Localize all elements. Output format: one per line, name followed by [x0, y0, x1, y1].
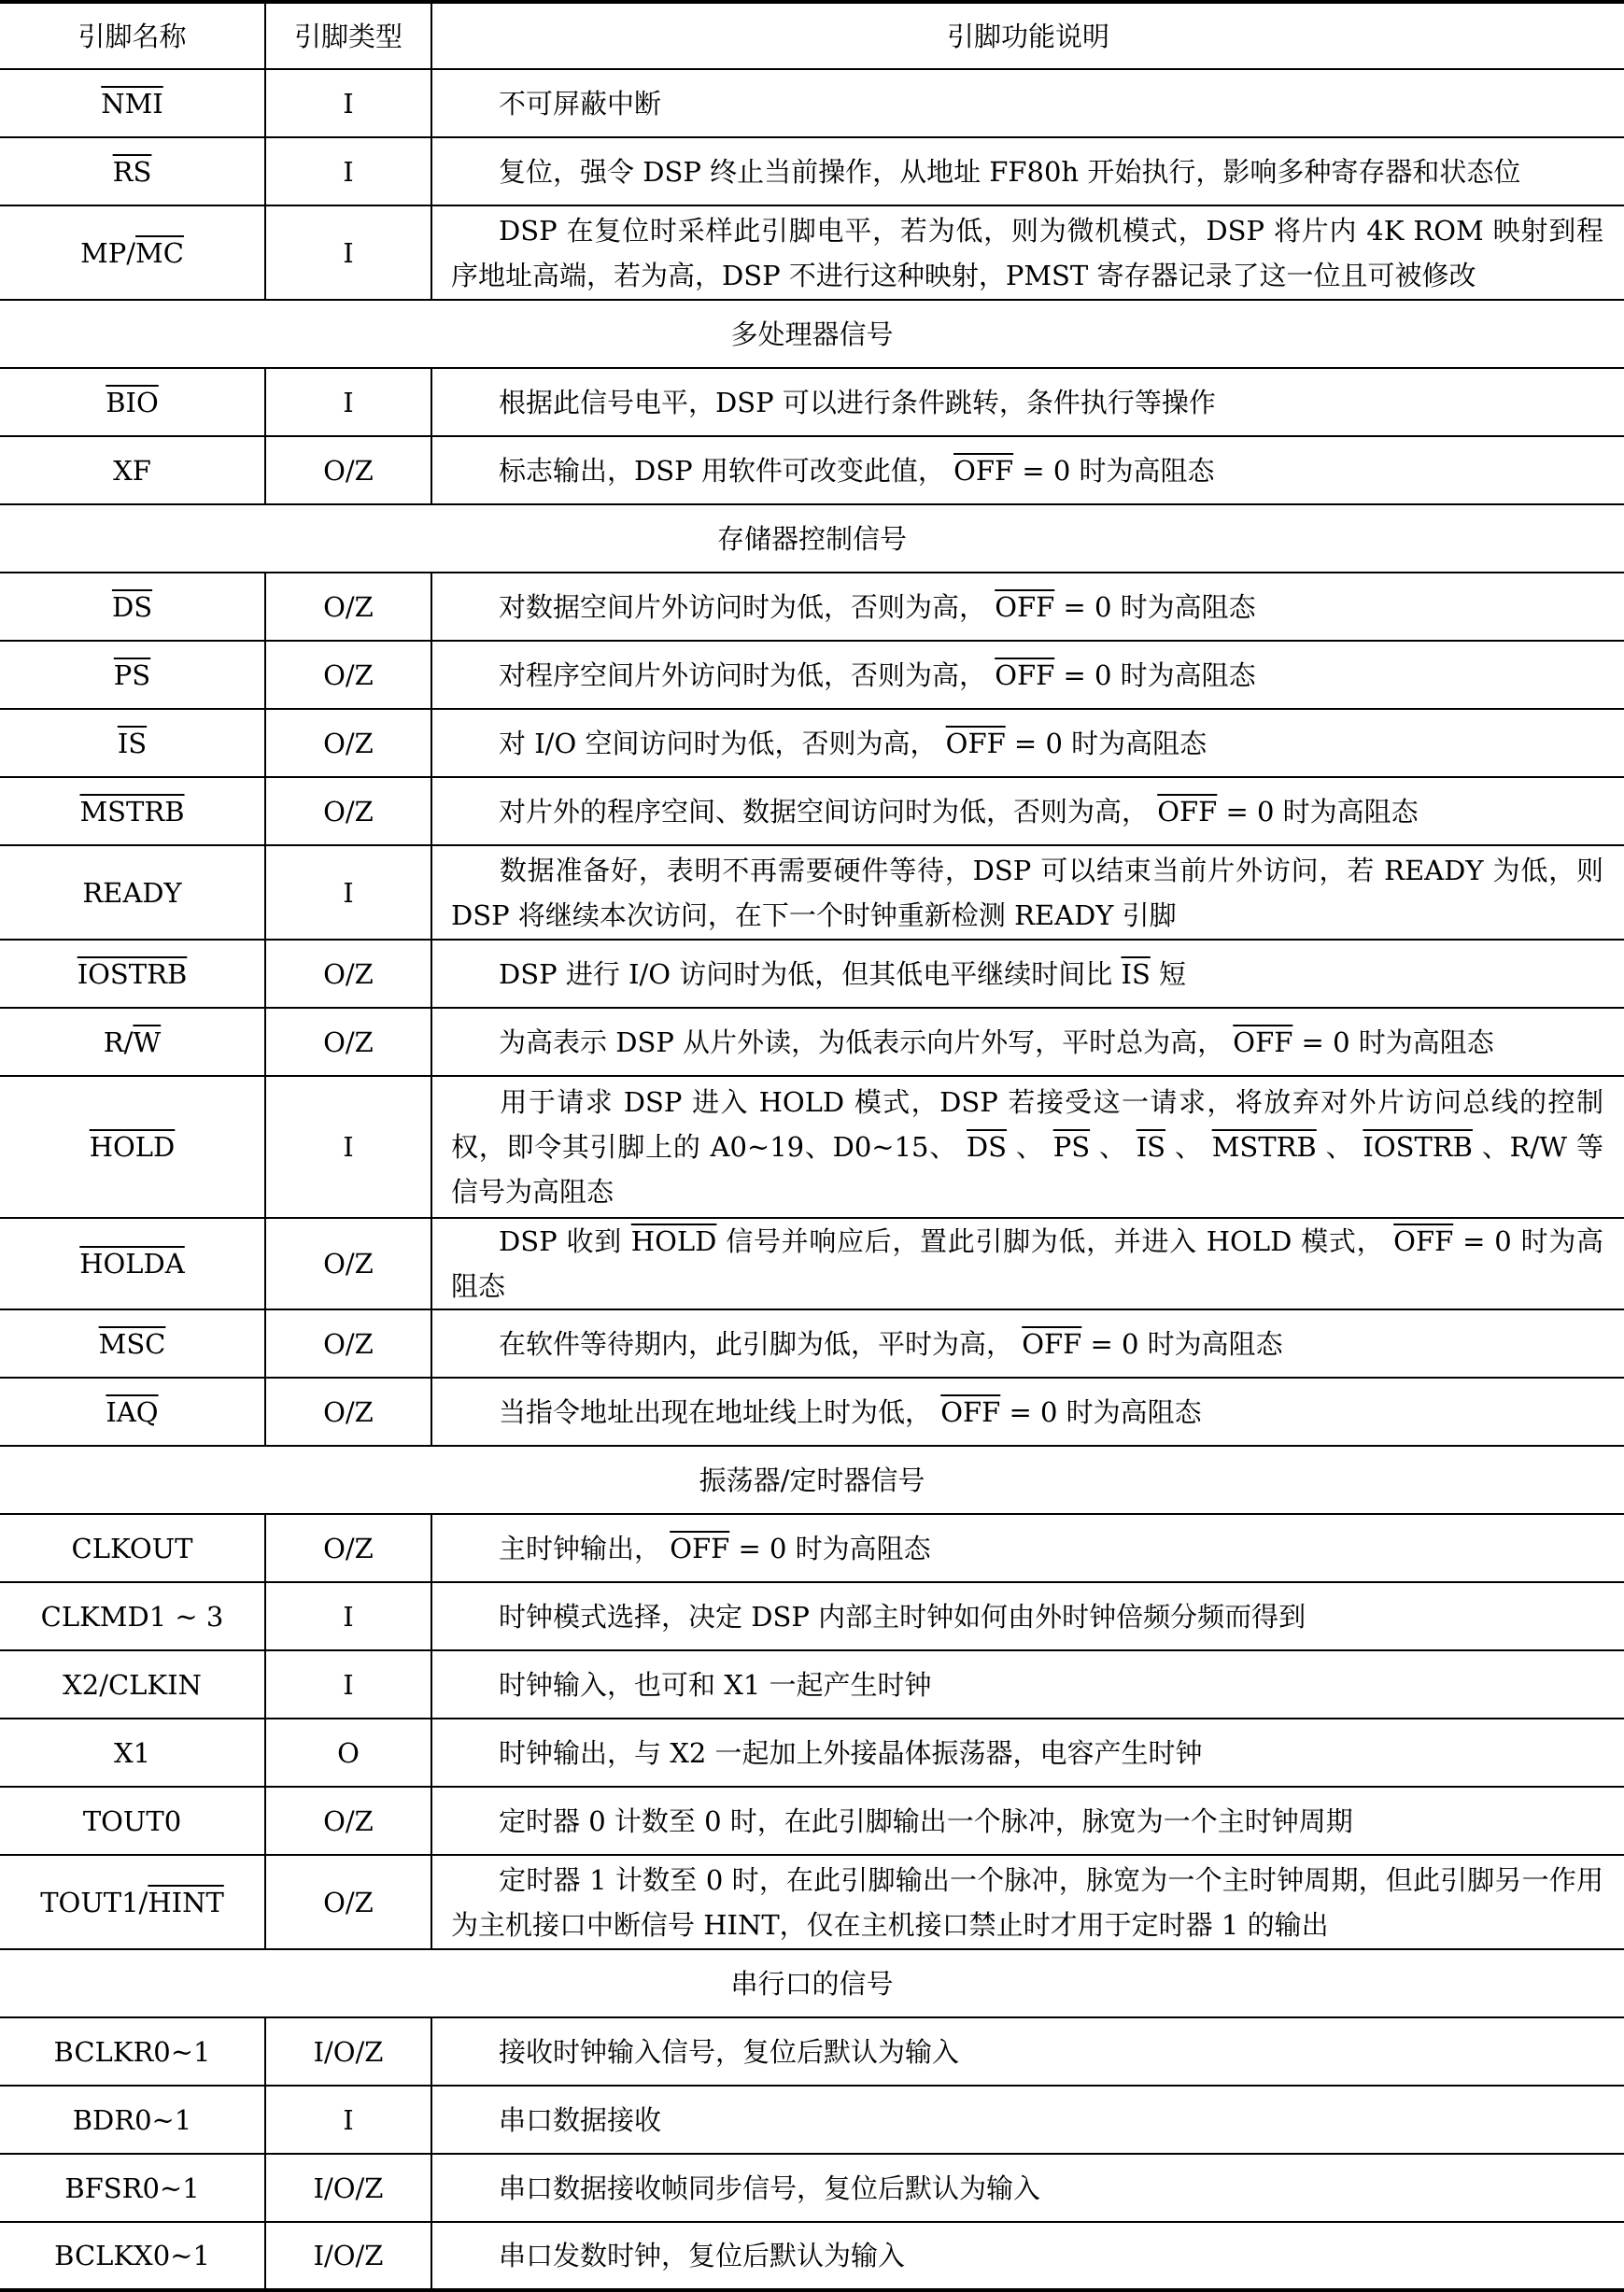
table-row: [0, 641, 1624, 709]
pin-description: 串口数据接收: [431, 2086, 1624, 2154]
pin-type: O/Z: [265, 1218, 431, 1309]
pin-description: DSP 在复位时采样此引脚电平，若为低，则为微机模式，DSP 将片内 4K ROM 映射到程序地址高端，若为高，DSP 不进行这种映射，PMST 寄存器记录了这一位且可被修改: [431, 205, 1624, 300]
pin-name: [0, 940, 265, 1008]
pin-description: 时钟输入，也可和 X1 一起产生时钟: [431, 1650, 1624, 1719]
pin-description: 当指令地址出现在地址线上时为低， $\overline{OFF} = 0$ 时为高阻态: [431, 1378, 1624, 1446]
pin-name-text: $\overline{NMI}$: [101, 87, 163, 120]
pin-description: 数据准备好，表明不再需要硬件等待，DSP 可以结束当前片外访问，若 READY 为低，则 DSP 将继续本次访问，在下一个时钟重新检测 READY 引脚: [431, 845, 1624, 940]
pin-name-text: $\overline{IAQ}$: [106, 1395, 159, 1428]
pin-type: O/Z: [265, 641, 431, 709]
pin-name-text: CLKMD1 ~ 3: [40, 1600, 224, 1633]
table-row: [0, 1309, 1624, 1378]
table-row: [0, 2017, 1624, 2086]
pin-description: DSP 进行 I/O 访问时为低，但其低电平继续时间比 $\overline{IS}$ 短: [431, 940, 1624, 1008]
section-header-row: [0, 300, 1624, 368]
pin-name-text: $\overline{BIO}$: [106, 386, 159, 418]
pin-description: DSP 收到 HOLD 信号并响应后，置此引脚为低，并进入 HOLD 模式， $\overline{OFF} = 0$ 时为高阻态: [431, 1218, 1624, 1309]
pin-name-text: BDR0~1: [72, 2103, 192, 2136]
pin-type: O/Z: [265, 1855, 431, 1949]
pin-type: I: [265, 2086, 431, 2154]
pin-type: I/O/Z: [265, 2154, 431, 2222]
pin-name-text: TOUT0: [82, 1804, 182, 1837]
overline-signal: $\overline{OFF}$: [953, 454, 1014, 487]
pin-name: [0, 1218, 265, 1309]
pin-name-text: BCLKR0~1: [53, 2035, 211, 2068]
header-pin-type: 引脚类型: [265, 2, 431, 69]
table-row: [0, 1719, 1624, 1787]
table-row: [0, 436, 1624, 504]
pin-type: O: [265, 1719, 431, 1787]
pin-name-text: $\overline{MC}$: [135, 236, 184, 269]
pin-type: I: [265, 69, 431, 137]
table-header-row: [0, 2, 1624, 69]
pin-name-text: $\overline{IS}$: [117, 727, 148, 759]
pin-name: [0, 2222, 265, 2290]
table-row: [0, 1650, 1624, 1719]
section-title: 多处理器信号: [0, 300, 1624, 368]
section-title: 串行口的信号: [0, 1949, 1624, 2017]
pin-name-text: X1: [113, 1736, 151, 1769]
pin-name-text: XF: [113, 454, 151, 487]
pin-name: [0, 1076, 265, 1218]
pin-description: 根据此信号电平，DSP 可以进行条件跳转，条件执行等操作: [431, 368, 1624, 436]
overline-signal: $\overline{OFF}$: [945, 727, 1006, 759]
table-row: [0, 2154, 1624, 2222]
section-title: 振荡器/定时器信号: [0, 1446, 1624, 1514]
header-pin-name: 引脚名称: [0, 2, 265, 69]
table-row: [0, 1378, 1624, 1446]
table-row: [0, 709, 1624, 777]
pin-name: [0, 641, 265, 709]
table-body: [0, 69, 1624, 2290]
pin-name-text: HOLDA: [79, 1248, 185, 1280]
pin-type: O/Z: [265, 777, 431, 845]
table-row: [0, 1008, 1624, 1076]
pin-name: [0, 137, 265, 205]
pin-name: [0, 436, 265, 504]
table-row: [0, 1218, 1624, 1309]
pin-name-text: $\overline{PS}$: [113, 658, 151, 691]
pin-type: I: [265, 845, 431, 940]
table-row: [0, 1582, 1624, 1650]
pin-type: O/Z: [265, 940, 431, 1008]
overline-signal: $\overline{OFF}$: [995, 590, 1055, 623]
overline-signal: $\overline{IS}$: [1121, 957, 1151, 990]
pin-description: 为高表示 DSP 从片外读，为低表示向片外写，平时总为高， $\overline{OFF} = 0$ 时为高阻态: [431, 1008, 1624, 1076]
pin-name-text: $\overline{DS}$: [111, 590, 153, 623]
pin-description: 时钟输出，与 X2 一起加上外接晶体振荡器，电容产生时钟: [431, 1719, 1624, 1787]
pin-description: 接收时钟输入信号，复位后默认为输入: [431, 2017, 1624, 2086]
pin-type: I: [265, 368, 431, 436]
table-row: [0, 2222, 1624, 2290]
pin-name-text: IOSTRB: [77, 957, 188, 990]
pin-type: I: [265, 1582, 431, 1650]
pin-type: O/Z: [265, 436, 431, 504]
pin-type: I/O/Z: [265, 2017, 431, 2086]
overline-signal: $\overline{OFF}$: [1393, 1225, 1454, 1257]
pin-name: [0, 1719, 265, 1787]
table-row: [0, 940, 1624, 1008]
pin-name-text: X2/CLKIN: [63, 1668, 202, 1701]
pin-name: [0, 2154, 265, 2222]
pin-name: [0, 1309, 265, 1378]
pin-name: [0, 2017, 265, 2086]
pin-type: O/Z: [265, 1514, 431, 1582]
table-row: [0, 137, 1624, 205]
overline-signal: $\overline{IS}$: [1136, 1131, 1166, 1163]
pin-name-text: READY: [82, 876, 182, 909]
section-header-row: [0, 1949, 1624, 2017]
pin-name-text: BFSR0~1: [64, 2172, 200, 2204]
overline-signal: $\overline{PS}$: [1052, 1131, 1091, 1163]
section-title: 存储器控制信号: [0, 504, 1624, 573]
pin-name-text: HOLD: [89, 1131, 176, 1163]
table-row: [0, 1076, 1624, 1218]
pin-description: 对数据空间片外访问时为低，否则为高， $\overline{OFF} = 0$ 时为高阻态: [431, 573, 1624, 641]
table-row: [0, 845, 1624, 940]
table-row: [0, 205, 1624, 300]
table-row: [0, 1855, 1624, 1949]
pin-description: 串口数据接收帧同步信号，复位后默认为输入: [431, 2154, 1624, 2222]
table-row: [0, 1787, 1624, 1855]
pin-type: I: [265, 137, 431, 205]
pin-name: $R/\overline{W}$: [0, 1008, 265, 1076]
pin-name-text: BCLKX0~1: [54, 2240, 210, 2271]
pin-description: 标志输出，DSP 用软件可改变此值， $\overline{OFF} = 0$ 时为高阻态: [431, 436, 1624, 504]
overline-signal: IOSTRB: [1363, 1131, 1473, 1163]
pin-name: [0, 709, 265, 777]
header-pin-description: 引脚功能说明: [431, 2, 1624, 69]
section-header-row: [0, 504, 1624, 573]
pin-name: $MP/\overline{MC}$: [0, 205, 265, 300]
pin-description: 用于请求 DSP 进入 HOLD 模式，DSP 若接受这一请求，将放弃对外片访问总线的控制权，即令其引脚上的 A0~19、D0~15、 $\overline{DS}$ 、 $\overline{PS}$ 、 $\overline{IS}$ 、 MSTRB 、 IOSTRB 、R/W 等信号为高阻态: [431, 1076, 1624, 1218]
pin-type: I: [265, 1076, 431, 1218]
table-row: [0, 777, 1624, 845]
pin-type: O/Z: [265, 573, 431, 641]
pin-name: [0, 845, 265, 940]
pin-type: I: [265, 1650, 431, 1719]
pin-name: [0, 368, 265, 436]
pin-description: 定时器 0 计数至 0 时，在此引脚输出一个脉冲，脉宽为一个主时钟周期: [431, 1787, 1624, 1855]
section-header-row: [0, 1446, 1624, 1514]
pin-name: [0, 1787, 265, 1855]
pin-type: O/Z: [265, 1008, 431, 1076]
pin-description: 串口发数时钟，复位后默认为输入: [431, 2222, 1624, 2290]
pin-name: TOUT1/HINT: [0, 1855, 265, 1949]
pin-name: [0, 69, 265, 137]
pin-name: [0, 573, 265, 641]
overline-signal: $\overline{OFF}$: [1233, 1026, 1293, 1058]
overline-signal: $\overline{OFF}$: [1157, 795, 1218, 828]
overline-signal: $\overline{OFF}$: [995, 658, 1055, 691]
pin-name: [0, 1514, 265, 1582]
pin-description: 在软件等待期内，此引脚为低，平时为高， $\overline{OFF} = 0$ 时为高阻态: [431, 1309, 1624, 1378]
pin-type: O/Z: [265, 1787, 431, 1855]
pin-description: 对程序空间片外访问时为低，否则为高， $\overline{OFF} = 0$ 时为高阻态: [431, 641, 1624, 709]
table-row: [0, 2086, 1624, 2154]
table-row: [0, 69, 1624, 137]
pin-name-text: MSTRB: [79, 795, 185, 828]
overline-signal: $\overline{OFF}$: [1022, 1327, 1082, 1360]
pin-type: I: [265, 205, 431, 300]
pin-description: 时钟模式选择，决定 DSP 内部主时钟如何由外时钟倍频分频而得到: [431, 1582, 1624, 1650]
pin-name: [0, 1650, 265, 1719]
pin-name: [0, 1582, 265, 1650]
pin-description: 对片外的程序空间、数据空间访问时为低，否则为高， $\overline{OFF} = 0$ 时为高阻态: [431, 777, 1624, 845]
overline-signal: $\overline{OFF}$: [940, 1395, 1001, 1428]
pin-name-text: $\overline{MSC}$: [98, 1327, 166, 1360]
overline-signal: MSTRB: [1211, 1131, 1317, 1163]
pin-type: O/Z: [265, 709, 431, 777]
pin-name-text: HINT: [148, 1886, 224, 1918]
pin-description: 主时钟输出， $\overline{OFF} = 0$ 时为高阻态: [431, 1514, 1624, 1582]
pin-name: [0, 1378, 265, 1446]
overline-signal: HOLD: [630, 1225, 717, 1257]
overline-signal: $\overline{DS}$: [966, 1131, 1008, 1163]
table-row: [0, 368, 1624, 436]
pin-description: 不可屏蔽中断: [431, 69, 1624, 137]
pin-name: [0, 2086, 265, 2154]
overline-signal: $\overline{OFF}$: [670, 1532, 730, 1564]
table-row: [0, 1514, 1624, 1582]
pin-name-text: CLKOUT: [71, 1532, 193, 1564]
pin-description: 定时器 1 计数至 0 时，在此引脚输出一个脉冲，脉宽为一个主时钟周期，但此引脚另一作用为主机接口中断信号 HINT，仅在主机接口禁止时才用于定时器 1 的输出: [431, 1855, 1624, 1949]
pin-type: O/Z: [265, 1378, 431, 1446]
pin-name-text: $\overline{W}$: [133, 1026, 162, 1058]
pin-description: 对 I/O 空间访问时为低，否则为高， $\overline{OFF} = 0$ 时为高阻态: [431, 709, 1624, 777]
table-row: [0, 573, 1624, 641]
pin-name: [0, 777, 265, 845]
pin-type: O/Z: [265, 1309, 431, 1378]
pin-type: I/O/Z: [265, 2222, 431, 2290]
pin-description: 复位，强令 DSP 终止当前操作，从地址 FF80h 开始执行，影响多种寄存器和状态位: [431, 137, 1624, 205]
pin-name-text: $\overline{RS}$: [112, 155, 152, 188]
